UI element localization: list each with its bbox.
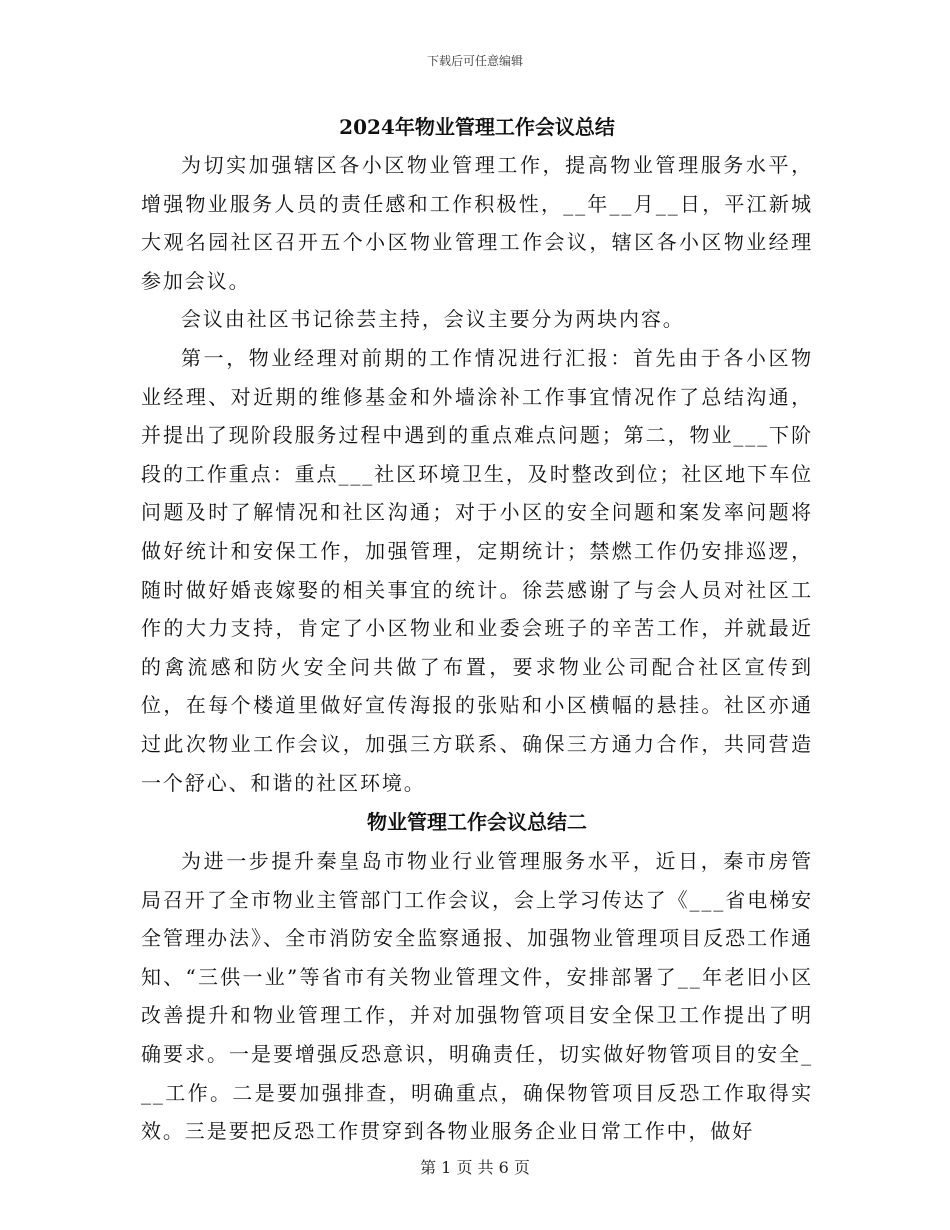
paragraph: 为进一步提升秦皇岛市物业行业管理服务水平，近日，秦市房管局召开了全市物业主管部门工作会议，会上学习传达了《___省电梯安全管理办法》、全市消防安全监察通报、加强物业管理项目反恐工作通知、“三供一业”等省市有关物业管理文件，安排部署了__年老旧小区改善提升和物业管理工作，并对加强物管项目安全保卫工作提出了明确要求。一是要增强反恐意识，明确责任，切实做好物管项目的安全___工作。二是要加强排查，明确重点，确保物管项目反恐工作取得实效。三是要把反恐工作贯穿到各物业服务企业日常工作中，做好 (141, 849, 813, 1144)
paragraph: 会议由社区书记徐芸主持，会议主要分为两块内容。 (181, 307, 685, 332)
paragraph: 第一，物业经理对前期的工作情况进行汇报：首先由于各小区物业经理、对近期的维修基金和外墙涂补工作事宜情况作了总结沟通，并提出了现阶段服务过程中遇到的重点难点问题；第二，物业___下阶段的工作重点：重点___社区环境卫生，及时整改到位；社区地下车位问题及时了解情况和社区沟通；对于小区的安全问题和案发率问题将做好统计和安保工作，加强管理，定期统计；禁燃工作仍安排巡逻，随时做好婚丧嫁娶的相关事宜的统计。徐芸感谢了与会人员对社区工作的大力支持，肯定了小区物业和业委会班子的辛苦工作，并就最近的禽流感和防火安全问共做了布置，要求物业公司配合社区宣传到位，在每个楼道里做好宣传海报的张贴和小区横幅的悬挂。社区亦通过此次物业工作会议，加强三方联系、确保三方通力合作，共同营造一个舒心、和谐的社区环境。 (141, 345, 813, 795)
section-title: 物业管理工作会议总结二 (367, 810, 587, 835)
document-body (141, 108, 813, 1151)
header-note: 下载后可任意编辑 (426, 54, 523, 68)
page-number: 第 1 页 共 6 页 (420, 1158, 530, 1177)
paragraph: 为切实加强辖区各小区物业管理工作，提高物业管理服务水平，增强物业服务人员的责任感和工作积极性，__年__月__日，平江新城大观名园社区召开五个小区物业管理工作会议，辖区各小区物业经理参加会议。 (141, 153, 813, 293)
document-title: 2024年物业管理工作会议总结 (339, 115, 615, 139)
